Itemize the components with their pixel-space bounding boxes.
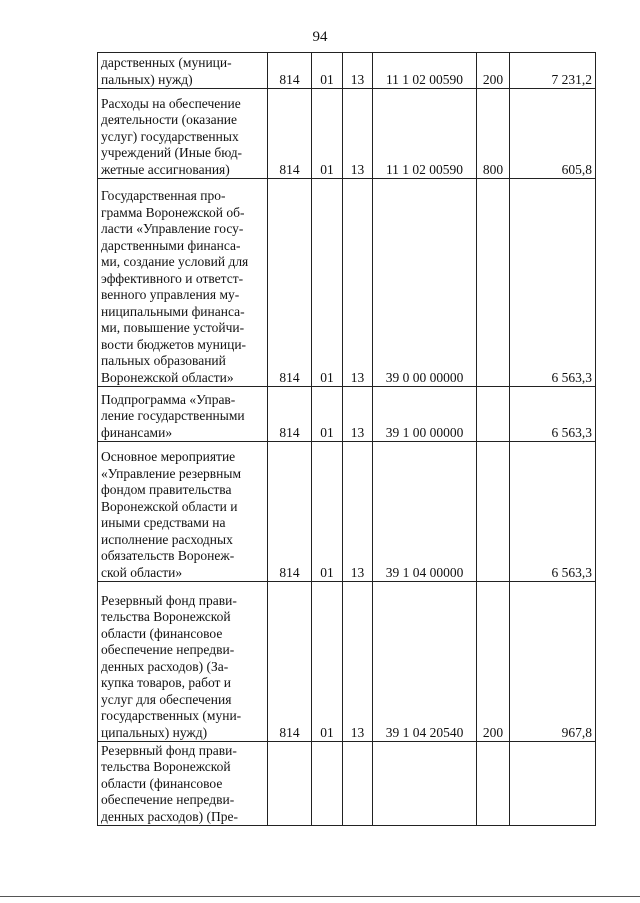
subsection-code: 13 [343, 387, 373, 442]
section-code: 01 [312, 179, 343, 387]
subsection-code: 13 [343, 582, 373, 742]
row-name: дарственных (муници- пальных) нужд) [98, 53, 268, 89]
section-code [312, 742, 343, 826]
subsection-code: 13 [343, 179, 373, 387]
subsection-code: 13 [343, 53, 373, 89]
expense-type-code [477, 742, 510, 826]
subsection-code: 13 [343, 442, 373, 582]
table-row [98, 179, 596, 387]
ministry-code: 814 [268, 387, 312, 442]
subsection-code [343, 742, 373, 826]
amount: 6 563,3 [510, 442, 596, 582]
amount: 7 231,2 [510, 53, 596, 89]
expense-type-code [477, 442, 510, 582]
expense-type-code: 200 [477, 582, 510, 742]
expense-type-code: 800 [477, 89, 510, 179]
target-article-code: 39 1 04 00000 [373, 442, 477, 582]
row-name: Расходы на обеспечение деятельности (оказание услуг) государственных учреждений (Иные бюд- жетные ассигнования) [98, 89, 268, 179]
row-name: Основное мероприятие «Управление резервным фондом правительства Воронежской области и иными средствами на исполнение расходных обязательств Воронеж- ской области» [98, 442, 268, 582]
expense-type-code [477, 179, 510, 387]
page-number: 94 [312, 29, 328, 45]
section-code: 01 [312, 89, 343, 179]
row-name: Резервный фонд прави- тельства Воронежской области (финансовое обеспечение непредви- денных расходов) (Пре- [98, 742, 268, 826]
amount: 6 563,3 [510, 179, 596, 387]
table-row [98, 387, 596, 442]
target-article-code: 11 1 02 00590 [373, 89, 477, 179]
table-row [98, 89, 596, 179]
section-code: 01 [312, 582, 343, 742]
expense-type-code: 200 [477, 53, 510, 89]
table-row [98, 53, 596, 89]
amount: 6 563,3 [510, 387, 596, 442]
target-article-code: 11 1 02 00590 [373, 53, 477, 89]
amount: 967,8 [510, 582, 596, 742]
target-article-code: 39 1 00 00000 [373, 387, 477, 442]
target-article-code: 39 0 00 00000 [373, 179, 477, 387]
table-row [98, 742, 596, 826]
table-row [98, 442, 596, 582]
section-code: 01 [312, 442, 343, 582]
ministry-code: 814 [268, 442, 312, 582]
row-name: Резервный фонд прави- тельства Воронежской области (финансовое обеспечение непредви- денных расходов) (За- купка товаров, работ и услуг для обеспечения государственных (муни- ципальных) нужд) [98, 582, 268, 742]
target-article-code: 39 1 04 20540 [373, 582, 477, 742]
section-code: 01 [312, 53, 343, 89]
expense-type-code [477, 387, 510, 442]
table-row [98, 582, 596, 742]
ministry-code [268, 742, 312, 826]
subsection-code: 13 [343, 89, 373, 179]
ministry-code: 814 [268, 179, 312, 387]
section-code: 01 [312, 387, 343, 442]
page-bottom-rule [0, 896, 640, 897]
row-name: Государственная про- грамма Воронежской об- ласти «Управление госу- дарственными финанса- ми, создание условий для эффективного и ответст- венного управления му- ниципальными финанса- ми, повышение устойчи- вости бюджетов муници- пальных образований Воронежской области» [98, 179, 268, 387]
ministry-code: 814 [268, 582, 312, 742]
amount [510, 742, 596, 826]
ministry-code: 814 [268, 89, 312, 179]
ministry-code: 814 [268, 53, 312, 89]
target-article-code [373, 742, 477, 826]
budget-table [97, 52, 596, 826]
row-name: Подпрограмма «Управ- ление государственными финансами» [98, 387, 268, 442]
amount: 605,8 [510, 89, 596, 179]
